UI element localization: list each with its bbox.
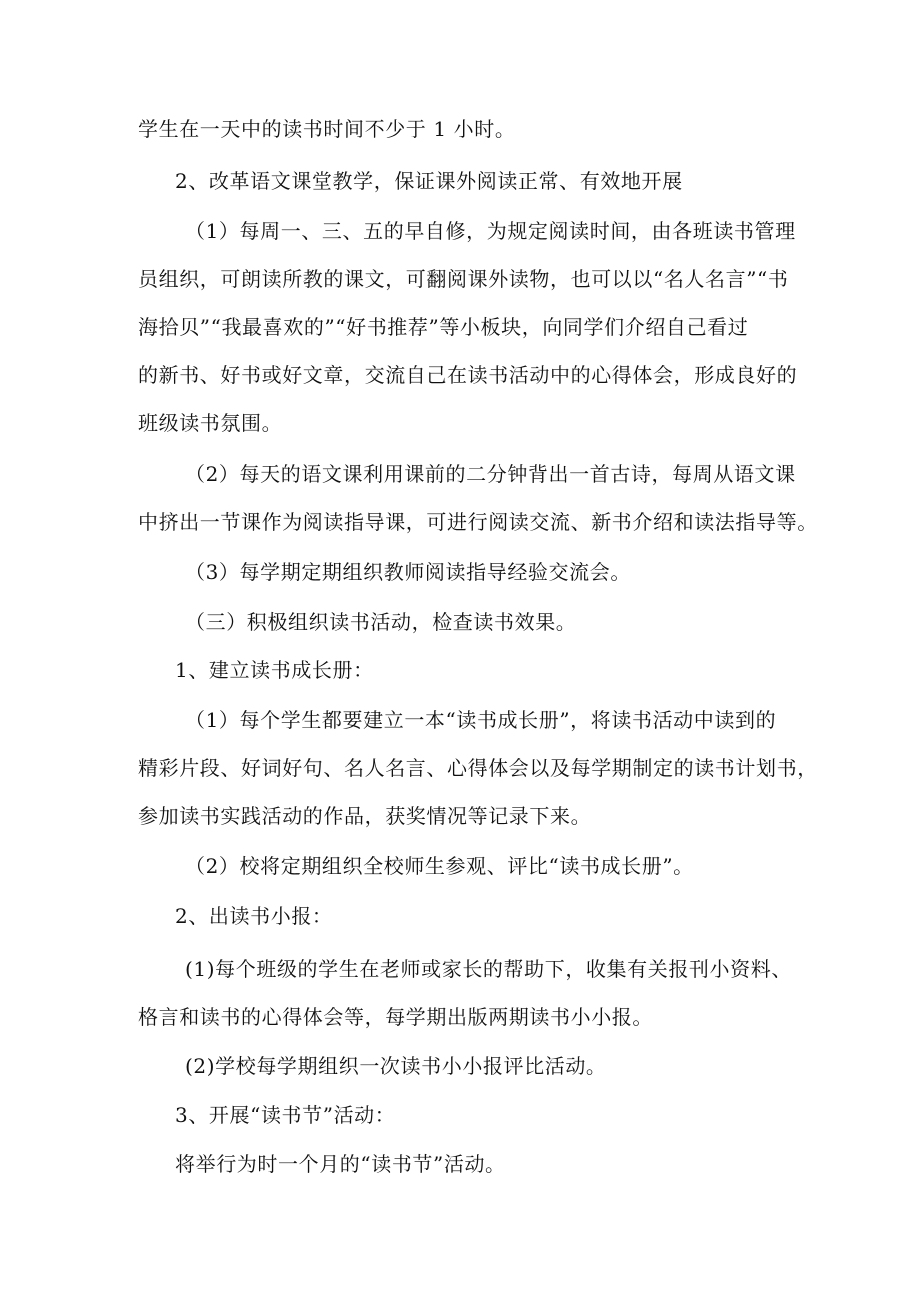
text-line-2: 2、改革语文课堂教学，保证课外阅读正常、有效地开展 [175,169,683,193]
text-line-3: （1）每周一、三、五的早自修，为规定阅读时间，由各班读书管理 [185,219,796,243]
text-line-17: 2、出读书小报： [175,904,333,928]
text-line-11: （三）积极组织读书活动，检查读书效果。 [185,610,577,634]
text-line-10: （3）每学期定期组织教师阅读指导经验交流会。 [185,560,631,584]
text-line-20: (2)学校每学期组织一次读书小小报评比活动。 [185,1054,607,1078]
text-line-1: 学生在一天中的读书时间不少于 1 小时。 [138,117,516,141]
text-line-7: 班级读书氛围。 [138,411,283,435]
text-line-16: （2）校将定期组织全校师生参观、评比“读书成长册”。 [185,854,694,878]
text-line-5: 海拾贝”“我最喜欢的”“好书推荐”等小板块，向同学们介绍自己看过 [138,315,749,339]
text-line-9: 中挤出一节课作为阅读指导课，可进行阅读交流、新书介绍和读法指导等。 [138,510,818,534]
text-line-14: 精彩片段、好词好句、名人名言、心得体会以及每学期制定的读书计划书， [138,756,818,780]
text-line-15: 参加读书实践活动的作品，获奖情况等记录下来。 [138,804,592,828]
text-line-4: 员组织，可朗读所教的课文，可翻阅课外读物，也可以以“名人名言”“书 [138,267,789,291]
text-line-18: (1)每个班级的学生在老师或家长的帮助下，收集有关报刊小资料、 [185,957,792,981]
text-line-12: 1、建立读书成长册： [175,658,374,682]
text-line-19: 格言和读书的心得体会等，每学期出版两期读书小小报。 [138,1005,653,1029]
text-line-6: 的新书、好书或好文章，交流自己在读书活动中的心得体会，形成良好的 [138,363,798,387]
text-line-22: 将举行为时一个月的“读书节”活动。 [175,1152,506,1176]
text-line-13: （1）每个学生都要建立一本“读书成长册”，将读书活动中读到的 [185,708,777,732]
text-line-8: （2）每天的语文课利用课前的二分钟背出一首古诗，每周从语文课 [185,462,796,486]
text-line-21: 3、开展“读书节”活动： [175,1103,396,1127]
